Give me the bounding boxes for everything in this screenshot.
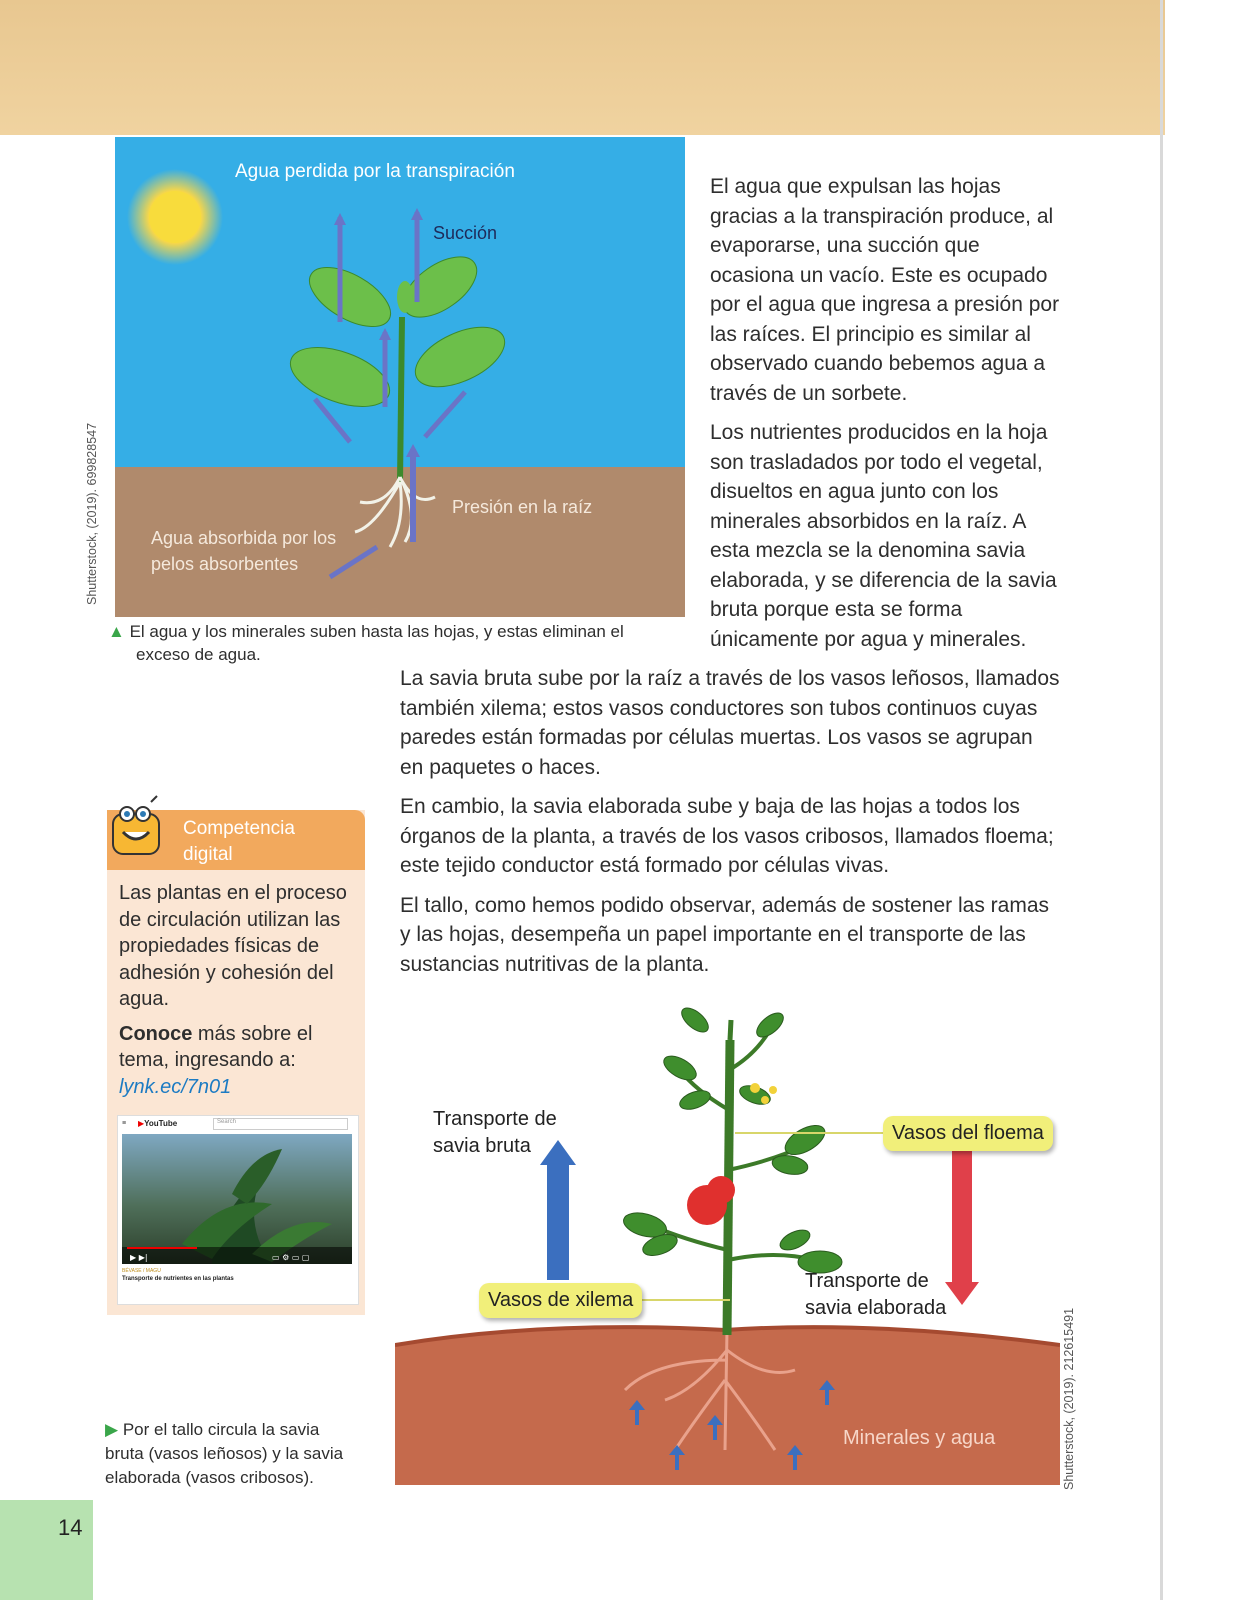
diagram2-caption [105,1418,365,1490]
youtube-logo-text: YouTube [144,1119,178,1128]
page-number: 14 [58,1515,83,1540]
paragraph: Los nutrientes producidos en la hoja son trasladados por todo el vegetal, disueltos en agua junto con los minerales absorbidos en la raíz. A esta mezcla se la denomina savia elaborada, y se diferencia de la savia bruta porque esta se forma únicamente por agua y minerales. [710,421,1057,651]
box-more-bold: Conoce [119,1022,193,1045]
plant-photo [122,1134,352,1264]
raw-sap-line2: savia bruta [433,1135,531,1157]
tomato-plant-diagram [395,1000,1060,1490]
caption-line2: bruta (vasos leñosos) y la savia [105,1444,344,1463]
raw-sap-transport-label [433,1106,557,1160]
box-title-line2: digital [183,844,233,865]
raw-sap-line1: Transporte de [433,1108,557,1130]
phloem-label: Vasos del floema [883,1116,1053,1151]
youtube-logo: ▶YouTube [138,1119,178,1128]
caption-line1: El agua y los minerales suben hasta las hojas, y estas eliminan el [129,622,624,641]
elab-sap-line2: savia elaborada [805,1297,947,1319]
absorbed-water-label [151,525,336,577]
minerals-water-label: Minerales y agua [843,1427,996,1449]
box-text [119,880,357,1108]
robot-mascot-icon [105,794,175,864]
root-pressure-label: Presión en la raíz [452,497,593,517]
raw-sap-arrow [547,1160,569,1280]
svg-text:▶ ▶|: ▶ ▶| [130,1253,148,1262]
page-edge [1160,0,1163,1600]
top-color-band [0,0,1165,135]
transpiration-label: Agua perdida por la transpiración [235,161,515,182]
video-title: Transporte de nutrientes en las plantas [122,1276,234,1282]
main-text [400,664,1060,989]
paragraph: La savia bruta sube por la raíz a través de los vasos leñosos, llamados también xilema; estos vasos conductores son tubos continuos cuyas paredes están formadas por células muertas. Los vasos se agrupan en paquetes o haces. [400,667,1060,779]
svg-text:▭ ⚙ ▭ ▢: ▭ ⚙ ▭ ▢ [272,1253,310,1262]
menu-icon: ≡ [122,1120,127,1127]
caption-triangle-icon: ▶ [105,1420,119,1439]
box-paragraph: Las plantas en el proceso de circulación utilizan las propiedades físicas de adhesión y cohesión del agua. [119,882,347,1010]
elaborated-sap-arrow [952,1150,972,1285]
box-more-rest: más sobre el tema, ingresando a: [119,1022,313,1071]
absorbed-water-line2: pelos absorbentes [151,554,299,574]
suction-label: Succión [433,223,498,243]
right-column-text [710,172,1065,664]
absorbed-water-line1: Agua absorbida por los [151,528,337,548]
tomato-plant-illustration [395,1000,1060,1490]
elab-sap-line1: Transporte de [805,1270,929,1292]
transpiration-diagram [115,137,685,617]
diagram1-caption [108,620,648,666]
diagram2-credit: Shutterstock, (2019). 212615491 [1062,1307,1076,1490]
box-title-line1: Competencia [183,818,295,839]
caption-line3: elaborada (vasos cribosos). [105,1468,314,1487]
box-title [183,816,353,868]
digital-competence-box [107,810,365,1315]
paragraph: El tallo, como hemos podido observar, además de sostener las ramas y las hojas, desempeña un papel importante en el transporte de las sustancias nutritivas de la planta. [400,893,1050,976]
box-header [107,810,365,870]
elaborated-sap-transport-label [805,1268,946,1322]
xylem-label: Vasos de xilema [479,1283,642,1318]
paragraph: En cambio, la savia elaborada sube y baja de las hojas a todos los órganos de la planta, a través de los vasos cribosos, llamados floema; este tejido conductor está formado por células vivas. [400,795,1054,877]
caption-triangle-icon: ▲ [108,622,125,641]
caption-line2: exceso de agua. [136,645,261,664]
video-channel: BÉVASE / MAGU [122,1268,161,1274]
video-search-input[interactable]: Search [213,1118,348,1130]
video-thumbnail[interactable] [117,1115,359,1305]
paragraph: El agua que expulsan las hojas gracias a la transpiración produce, al evaporarse, una succión que ocasiona un vacío. Este es ocupado por el agua que ingresa a presión por las raíces. El principio es similar al observado cuando bebemos agua a través de un sorbete. [710,175,1060,405]
caption-line1: Por el tallo circula la savia [122,1420,320,1439]
diagram1-credit: Shutterstock, (2019). 699828547 [85,422,99,605]
lynk-link[interactable]: lynk.ec/7n01 [119,1075,232,1098]
box-more [119,1021,357,1101]
video-frame [122,1134,352,1264]
